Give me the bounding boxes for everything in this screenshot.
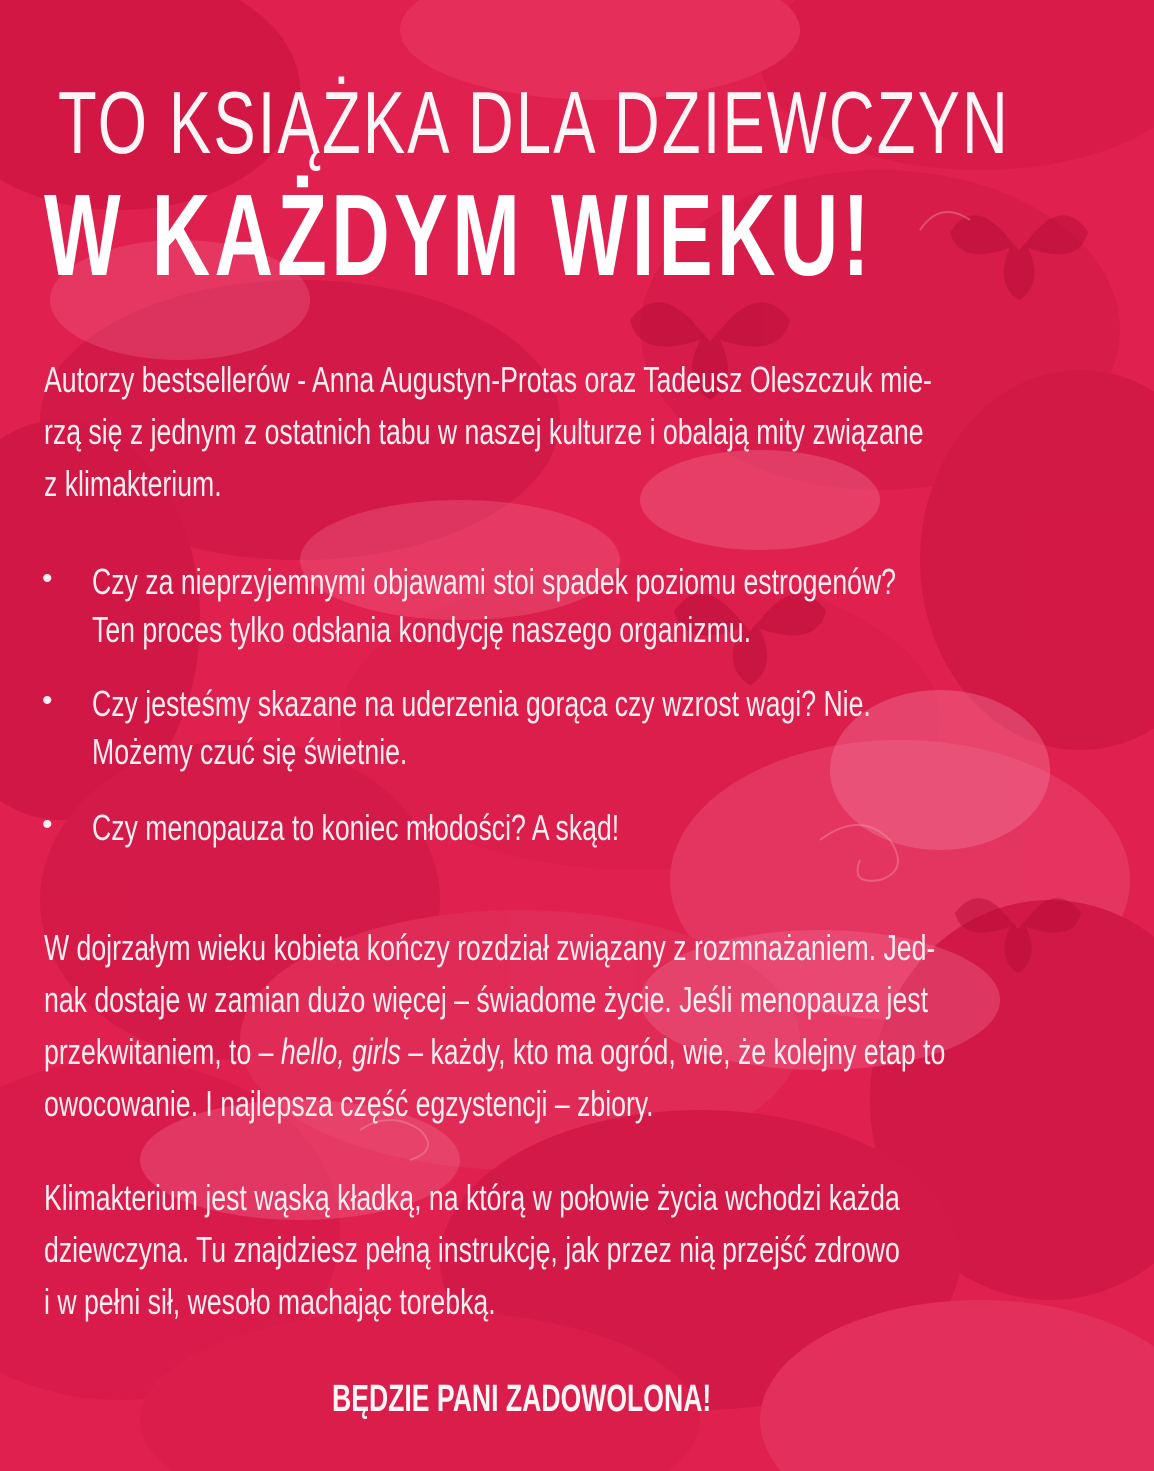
bullet-marker-2: • xyxy=(42,684,53,717)
bullet-3-line-1: Czy menopauza to koniec młodości? A skąd! xyxy=(92,807,620,848)
paragraph-2-line-2: nak dostaje w zamian dużo więcej – świadome życie. Jeśli menopauza jest xyxy=(44,979,928,1020)
bullet-1-line-2: Ten proces tylko odsłania kondycję naszego organizmu. xyxy=(92,609,751,650)
paragraph-2-line-3-start: przekwitaniem, to – xyxy=(44,1031,281,1072)
paragraph-2-line-1: W dojrzałym wieku kobieta kończy rozdział związany z rozmnażaniem. Jed- xyxy=(44,927,936,968)
bullet-marker-1: • xyxy=(42,562,53,595)
hello-girls-italic: hello, girls xyxy=(280,1031,401,1072)
bullet-marker-3: • xyxy=(42,808,53,841)
intro-line-2: rzą się z jednym z ostatnich tabu w naszej kulturze i obalają mity związane xyxy=(44,411,924,452)
paragraph-3-line-3: i w pełni sił, wesoło machając torebką. xyxy=(44,1281,496,1322)
bullet-2-line-1: Czy jesteśmy skazane na uderzenia gorąca czy wzrost wagi? Nie. xyxy=(92,683,871,724)
bullet-2-line-2: Możemy czuć się świetnie. xyxy=(92,731,408,772)
closing-tagline: BĘDZIE PANI ZADOWOLONA! xyxy=(332,1378,712,1420)
intro-line-1: Autorzy bestsellerów - Anna Augustyn-Protas oraz Tadeusz Oleszczuk mie- xyxy=(44,359,932,400)
paragraph-3-line-2: dziewczyna. Tu znajdziesz pełną instrukcję, jak przez nią przejść zdrowo xyxy=(44,1229,900,1270)
paragraph-2-line-4: owocowanie. I najlepsza część egzystencji – zbiory. xyxy=(44,1083,654,1124)
paragraph-3-line-1: Klimakterium jest wąską kładką, na którą w połowie życia wchodzi każda xyxy=(44,1177,900,1218)
paragraph-2-line-3-end: – każdy, kto ma ogród, wie, że kolejny etap to xyxy=(400,1031,946,1072)
headline-line-1: TO KSIĄŻKA DLA DZIEWCZYN xyxy=(58,73,1010,172)
paragraph-2-line-3 xyxy=(44,1026,945,1078)
headline-line-2: W KAŻDYM WIEKU! xyxy=(44,170,874,300)
intro-line-3: z klimakterium. xyxy=(44,463,222,504)
bullet-1-line-1: Czy za nieprzyjemnymi objawami stoi spadek poziomu estrogenów? xyxy=(92,561,897,602)
